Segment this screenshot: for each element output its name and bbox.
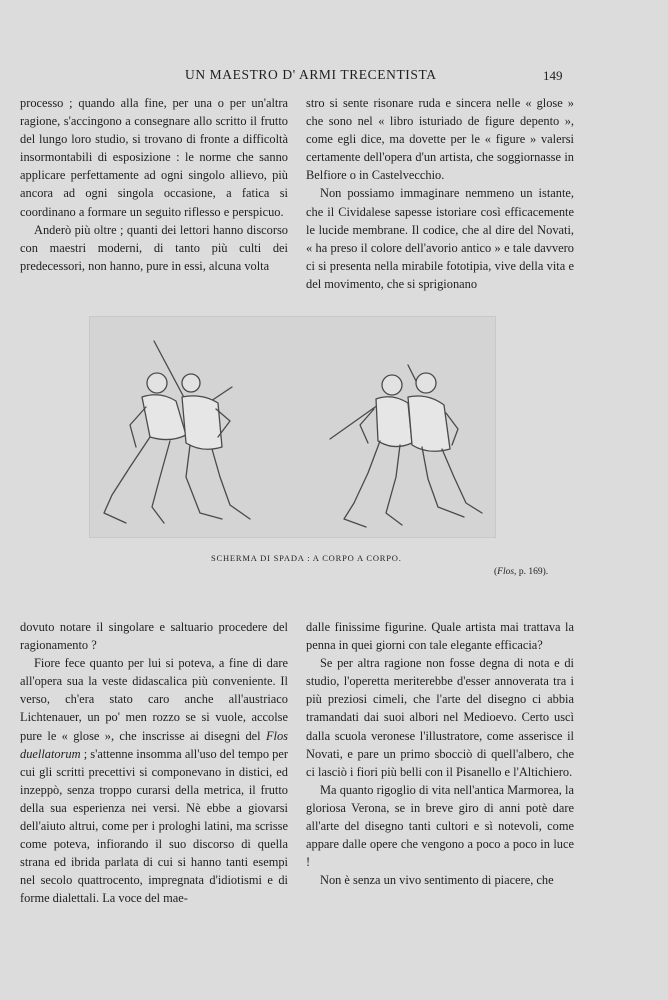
paragraph: Anderò più oltre ; quanti dei lettori hanno discorso con maestri moderni, di tanto più culti dei predecessori, non hanno, pure in essi, alcuna volta — [20, 222, 288, 273]
paragraph: Se per altra ragione non fosse degna di nota e di studio, l'operetta meriterebbe d'esser annoverata tra i più preziosi cimeli, che l'arte del disegno ci abbia tramandati dai suoi albori nel Medioevo. Certo uscì dalla scuola veronese l'illustratore, come asserisce il Novati, e pare un primo sbocciò di quell'albero, che ci lasciò i fiori più belli con il Pisanello e l'Altichiero. — [306, 656, 574, 779]
figure-source: (Flos, p. 169). — [494, 567, 549, 577]
text-run: ; s'attenne insomma all'uso del tempo per cui gli scritti precettivi si componevano in distici, ed inzeppò, senza troppo curarsi della metrica, il frutto della sua esperienza nei versi. Nè ebbe a giovarsi dell'aiuto altrui, come per i prologhi latini, ma scrisse come poteva, infiorando il suo discorso di quella strana ed ibrida parlata di cui si hanno tanti esempi nel secolo quattrocento, impregnata d'idiotismi e di forme dialettali. La voce del mae- — [20, 746, 288, 906]
figure-caption: SCHERMA DI SPADA : A CORPO A CORPO. — [211, 553, 402, 563]
right-fencers-group — [330, 365, 482, 527]
paragraph: Ma quanto rigoglio di vita nell'antica Marmorea, la gloriosa Verona, se in breve giro di anni potè dare all'arte del disegno tanti cultori e sì notevoli, come appare dalle opere che vengono a poco a poco in luce ! — [306, 782, 574, 870]
text-column-top-left — [20, 94, 288, 275]
source-page: p. 169). — [518, 567, 549, 577]
left-fencers-group — [104, 341, 250, 523]
paragraph: processo ; quando alla fine, per una o per un'altra ragione, s'accingono a consegnare allo scritto il frutto del lungo loro studio, si trovano di fronte a difficoltà insormontabili di esposizione : le norme che sanno applicare perfettamente ad ogni singolo allievo, più ancora ad ogni singola occasione, a fatica si coordinano a formare un seguito riflesso e perspicuo. — [20, 96, 288, 219]
source-title: Flos, — [497, 567, 517, 577]
text-column-top-right — [306, 94, 574, 293]
paragraph: dovuto notare il singolare e saltuario procedere del ragionamento ? — [20, 620, 288, 653]
paragraph — [20, 654, 288, 907]
fencers-drawing — [90, 317, 495, 537]
text-run: Fiore fece quanto per lui si poteva, a fine di dare all'opera sua la veste didascalica più conveniente. Il verso, ch'era stato caro anche all'austriaco Lichtenauer, un po' men rozzo se si vuole, accolse pure le « glose », che inscrisse ai disegni del — [20, 656, 288, 743]
page-number: 149 — [543, 68, 563, 83]
paragraph: Non è senza un vivo sentimento di piacere, che — [320, 873, 554, 888]
text-column-bottom-left — [20, 618, 288, 908]
paragraph: stro si sente risonare ruda e sincera nelle « glose » che sono nel « libro isturiado de figure depento », come egli dice, ma dovette per le « figure » valersi certamente dell'opera d'un artista, che soggiornasse in Belfiore o in Castelvecchio. — [306, 96, 574, 183]
fencing-illustration — [89, 316, 496, 538]
paragraph: dalle finissime figurine. Quale artista mai trattava la penna in quei giorni con tale elegante efficacia? — [306, 620, 574, 653]
text-column-bottom-right — [306, 618, 574, 889]
running-title: UN MAESTRO D' ARMI TRECENTISTA — [185, 67, 437, 82]
book-title: Flos duellatorum — [20, 728, 288, 761]
paragraph: Non possiamo immaginare nemmeno un istante, che il Cividalese sapesse istoriare così efficacemente le lucide membrane. Il codice, che al dire del Novati, « ha preso il colore dell'avorio antico » e tale davvero ci si presenta nella mirabile fototipia, vive della vita e del movimento, che si sprigionano — [306, 186, 574, 291]
